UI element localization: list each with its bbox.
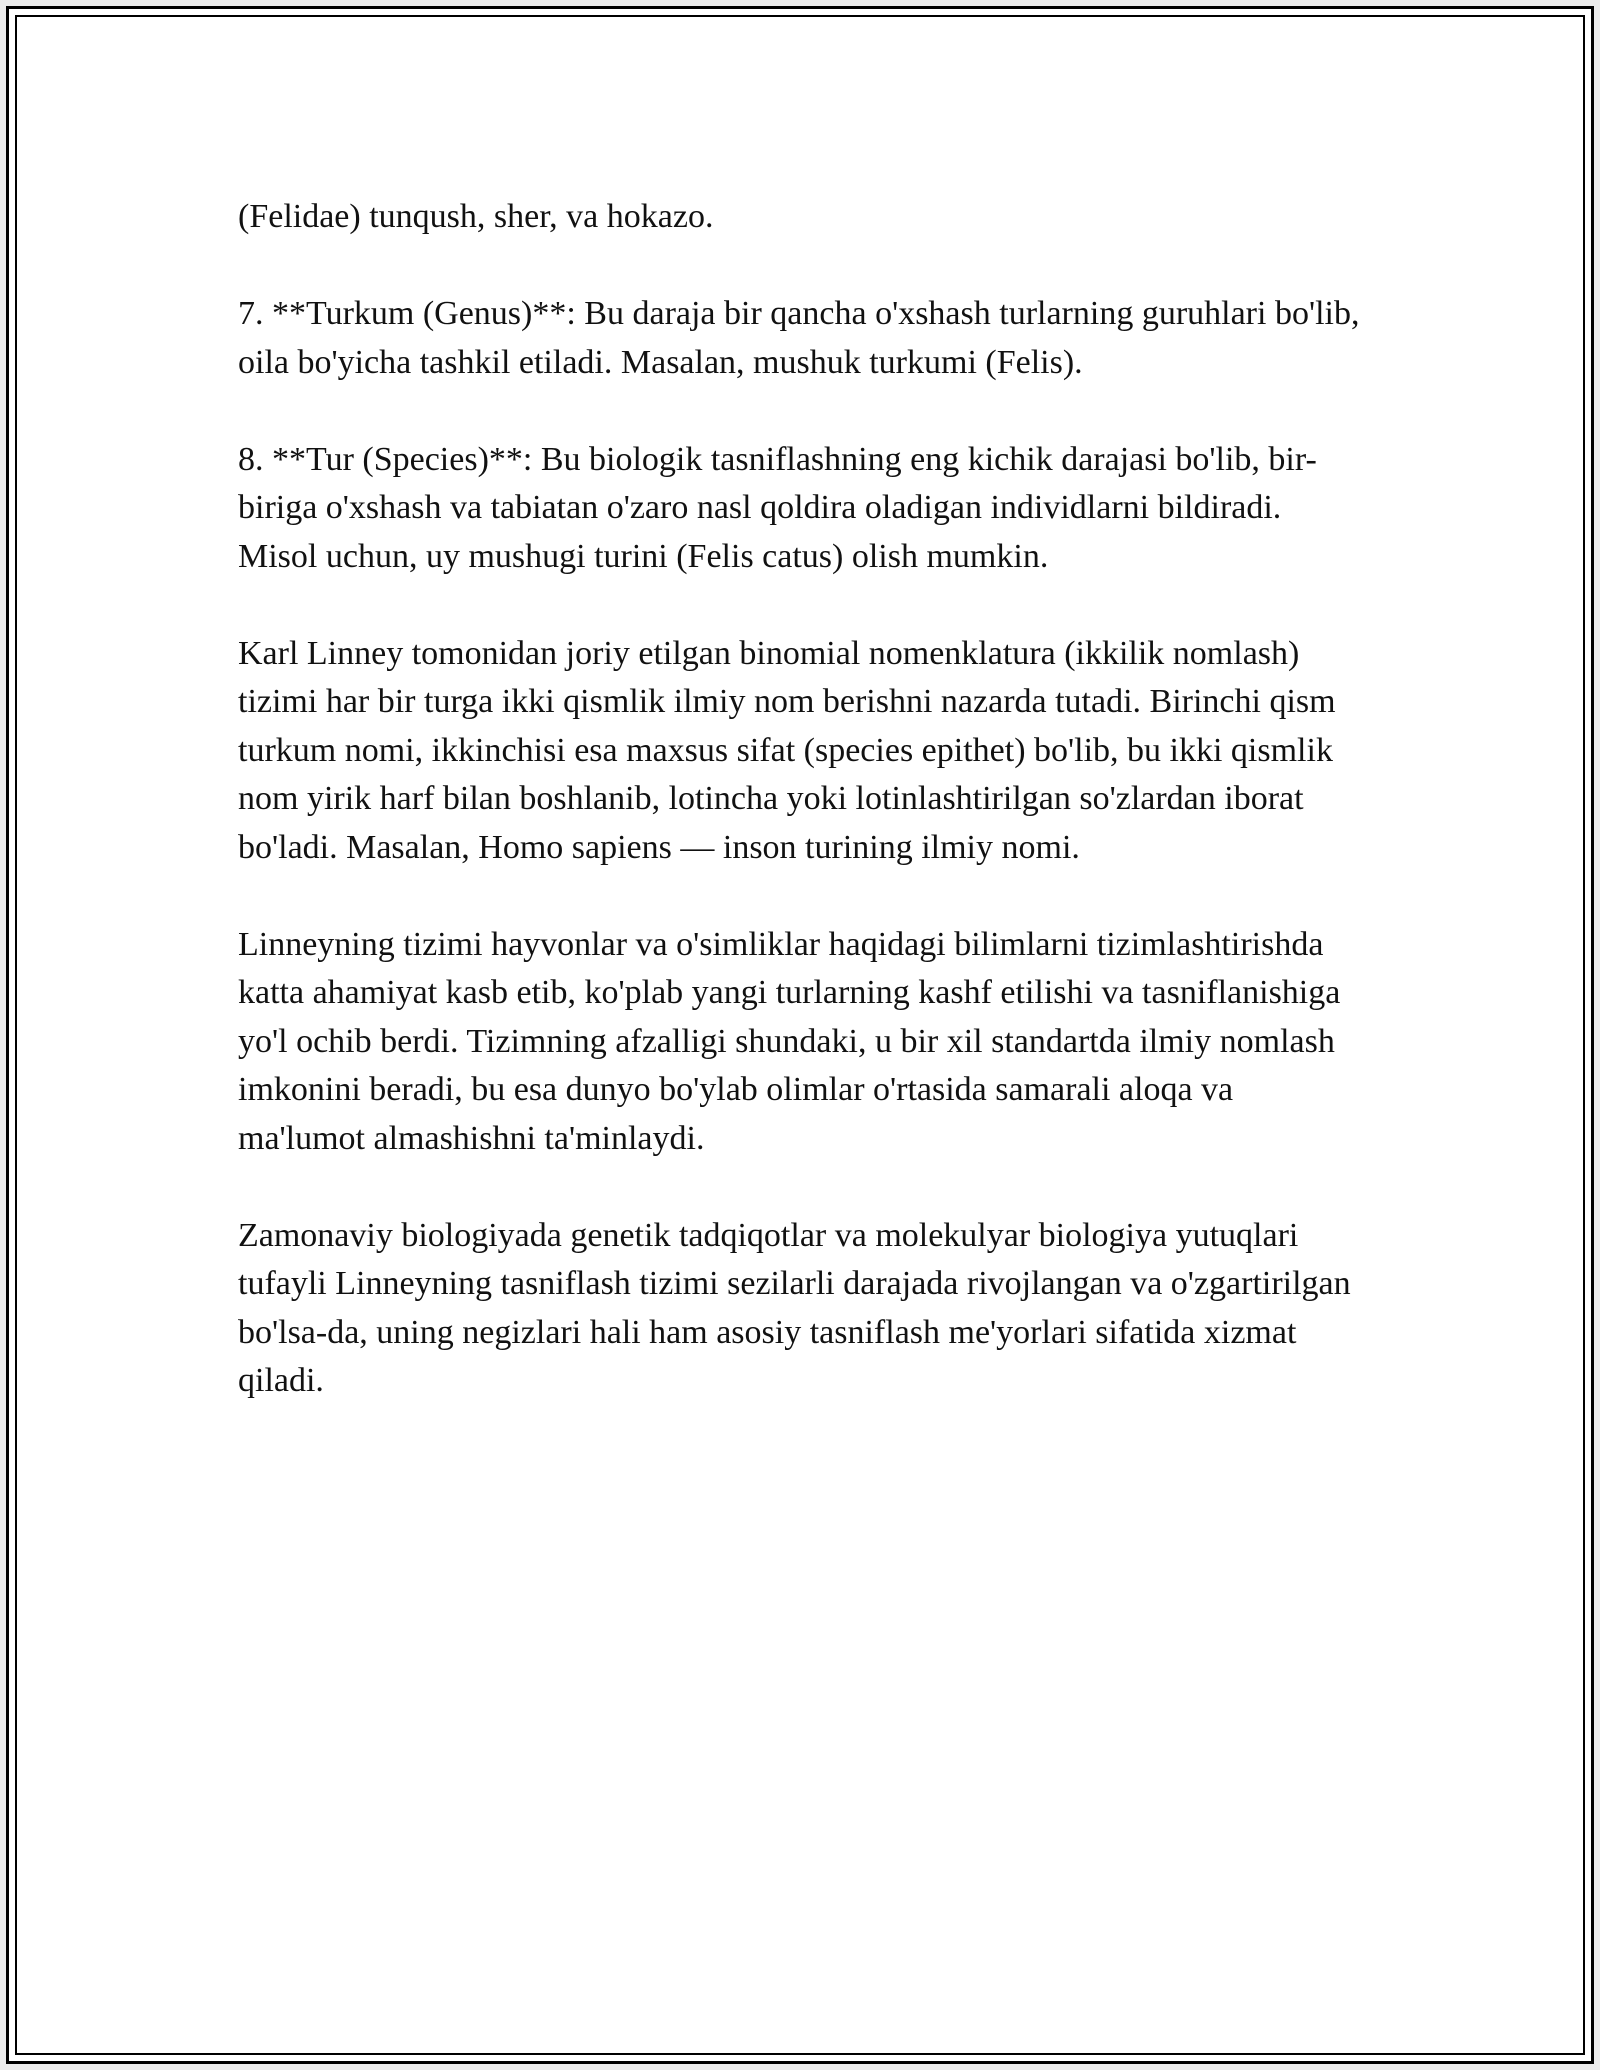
paragraph-species: 8. **Tur (Species)**: Bu biologik tasniflashning eng kichik darajasi bo'lib, bir-biriga o'xshash va tabiatan o'zaro nasl qoldira oladigan individlarni bildiradi. Misol uchun, uy mushugi turini (Felis catus) olish mumkin.	[238, 440, 1317, 575]
document-page	[6, 6, 1594, 2064]
paragraph-genus: 7. **Turkum (Genus)**: Bu daraja bir qancha o'xshash turlarning guruhlari bo'lib, oila bo'yicha tashkil etiladi. Masalan, mushuk turkumi (Felis).	[238, 295, 1360, 381]
paragraph-modern-biology: Zamonaviy biologiyada genetik tadqiqotlar va molekulyar biologiya yutuqlari tufayli Linneyning tasniflash tizimi sezilarli darajada rivojlangan va o'zgartirilgan bo'lsa-da, uning negizlari hali ham asosiy tasniflash me'yorlari sifatida xizmat qiladi.	[238, 1216, 1351, 1399]
paragraph-binomial-nomenclature: Karl Linney tomonidan joriy etilgan binomial nomenklatura (ikkilik nomlash) tizimi har bir turga ikki qismlik ilmiy nom berishni nazarda tutadi. Birinchi qism turkum nomi, ikkinchisi esa maxsus sifat (species epithet) bo'lib, bu ikki qismlik nom yirik harf bilan boshlanib, lotincha yoki lotinlashtirilgan so'zlardan iborat bo'ladi. Masalan, Homo sapiens — inson turining ilmiy nomi.	[238, 634, 1336, 866]
paragraph-family-continuation: (Felidae) tunqush, sher, va hokazo.	[238, 198, 714, 235]
paragraph-system-significance: Linneyning tizimi hayvonlar va o'simliklar haqidagi bilimlarni tizimlashtirishda katta ahamiyat kasb etib, ko'plab yangi turlarning kashf etilishi va tasniflanishiga yo'l ochib berdi. Tizimning afzalligi shundaki, u bir xil standartda ilmiy nomlash imkonini beradi, bu esa dunyo bo'ylab olimlar o'rtasida samarali aloqa va ma'lumot almashishni ta'minlaydi.	[238, 925, 1341, 1157]
document-body	[238, 193, 1368, 1406]
